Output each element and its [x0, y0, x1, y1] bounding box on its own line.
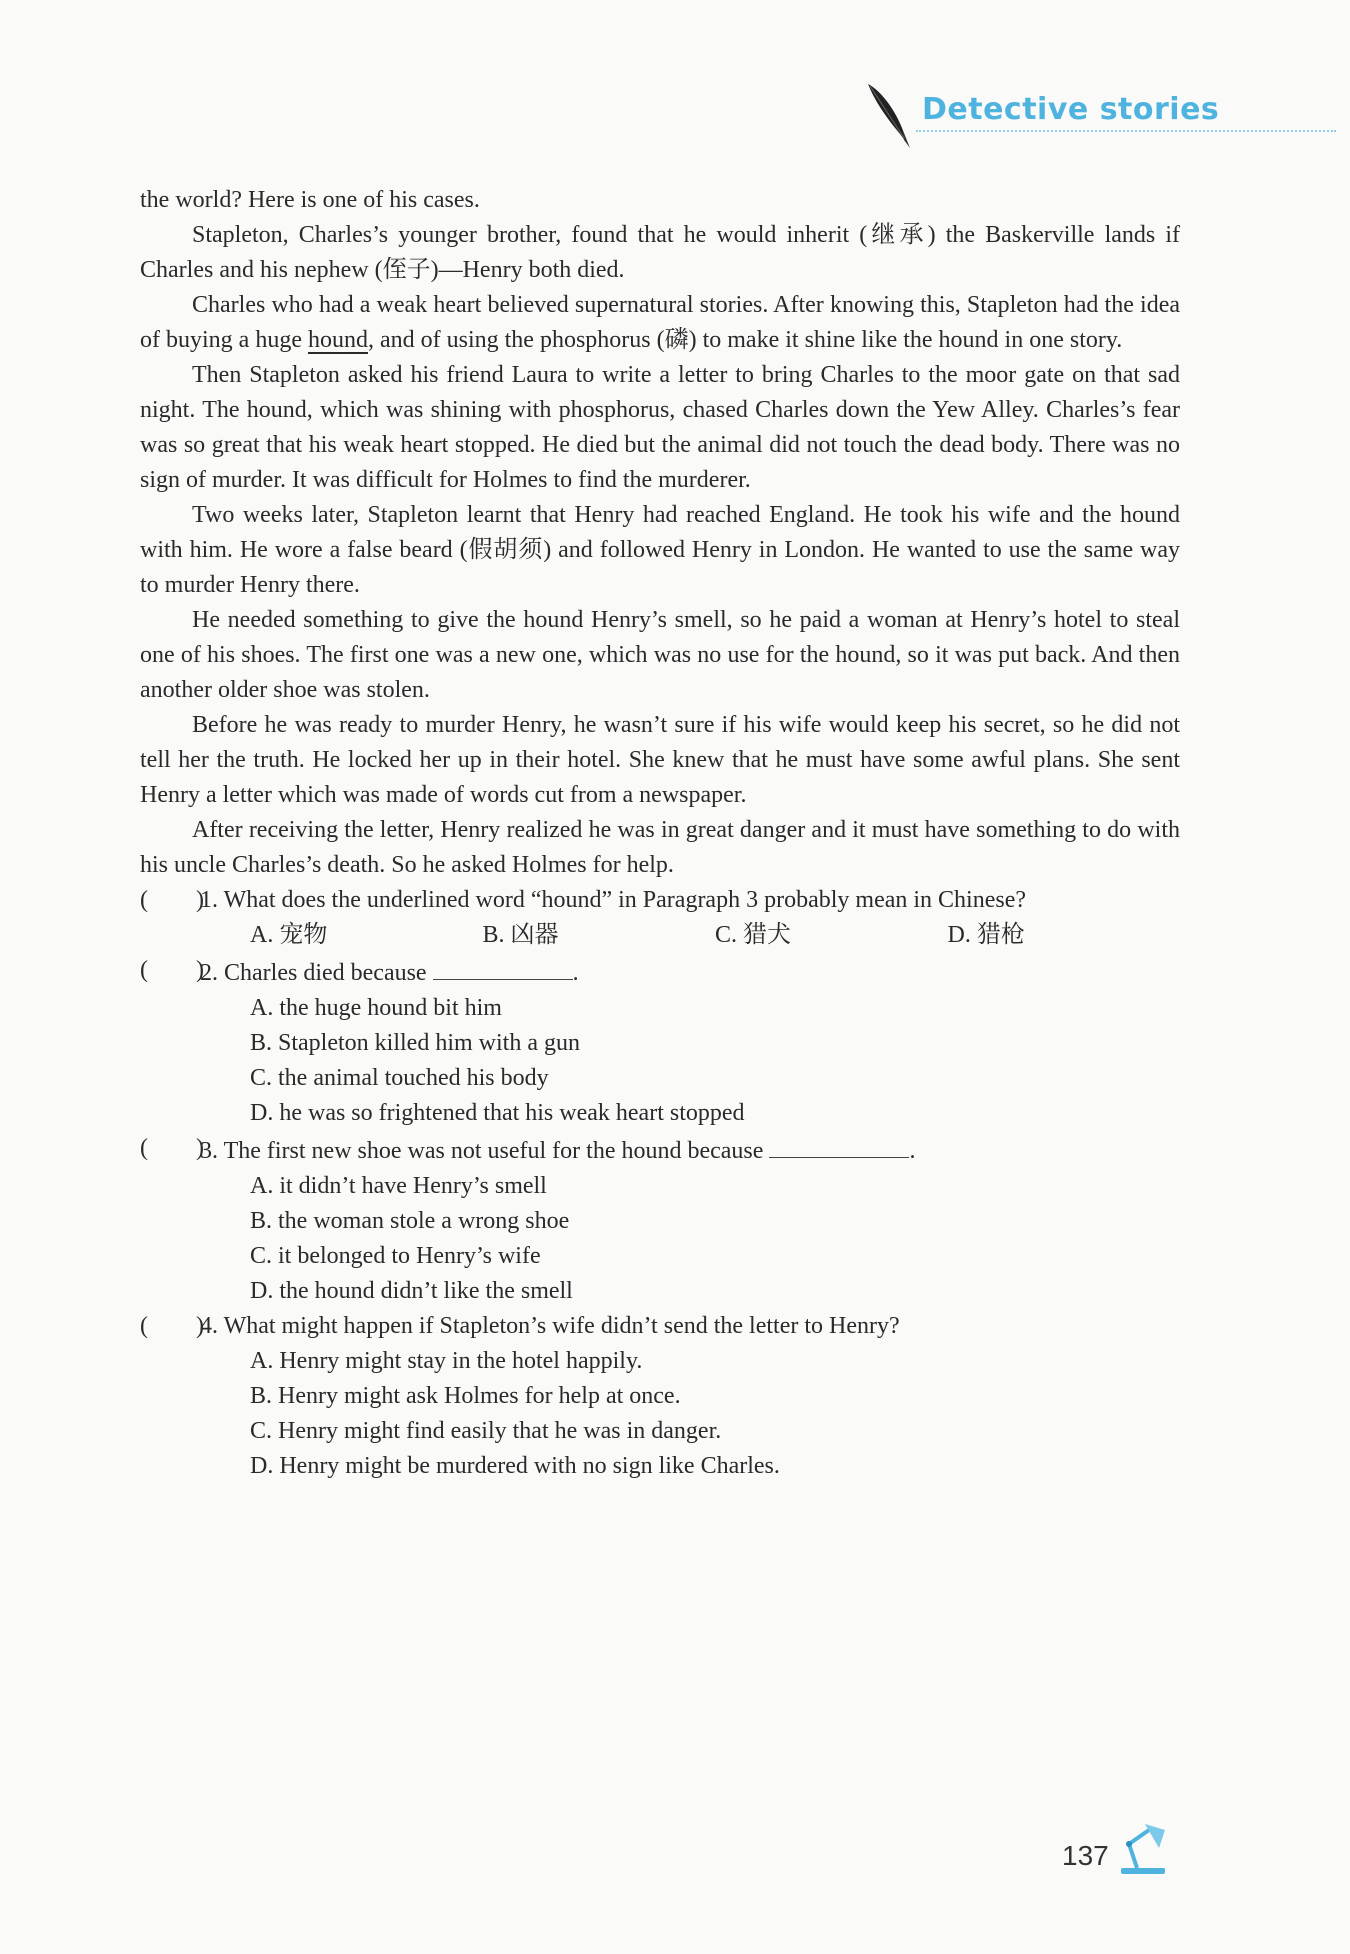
- answer-option[interactable]: A. Henry might stay in the hotel happily.: [250, 1348, 643, 1374]
- question-stem: 4. What might happen if Stapleton’s wife didn’t send the letter to Henry?: [200, 1313, 900, 1339]
- underlined-word: hound: [307, 327, 368, 353]
- section-title: Detective stories: [922, 92, 1220, 127]
- option-list: [140, 991, 1180, 1131]
- answer-option[interactable]: C. it belonged to Henry’s wife: [250, 1243, 541, 1269]
- quill-pen-icon: [860, 82, 920, 152]
- page-number: 137: [1062, 1840, 1109, 1871]
- passage-paragraph: Before he was ready to murder Henry, he wasn’t sure if his wife would keep his secret, so he did not tell her the truth. He locked her up in their hotel. She knew that he must have some awful plans. She sent Henry a letter which was made of words cut from a newspaper.: [140, 712, 1180, 808]
- answer-option[interactable]: C. 猎犬: [715, 922, 792, 948]
- fill-blank[interactable]: [769, 1131, 909, 1158]
- answer-option[interactable]: D. 猎枪: [947, 922, 1025, 948]
- answer-bracket[interactable]: ( ): [140, 1135, 204, 1161]
- answer-option[interactable]: B. 凶器: [482, 922, 559, 948]
- reading-passage: [140, 183, 1180, 1484]
- answer-option[interactable]: B. the woman stole a wrong shoe: [250, 1208, 570, 1234]
- answer-bracket[interactable]: ( ): [140, 887, 204, 913]
- question-stem: 3. The first new shoe was not useful for the hound because .: [200, 1131, 1180, 1169]
- question-item: [140, 1131, 1180, 1309]
- passage-paragraph: the world? Here is one of his cases.: [140, 187, 480, 213]
- answer-option[interactable]: D. he was so frightened that his weak heart stopped: [250, 1100, 745, 1126]
- passage-paragraph: Charles who had a weak heart believed supernatural stories. After knowing this, Stapleton had the idea of buying a huge hound, and of using the phosphorus (磷) to make it shine like the hound in one story.: [140, 292, 1180, 353]
- question-stem: 1. What does the underlined word “hound” in Paragraph 3 probably mean in Chinese?: [200, 887, 1027, 913]
- answer-option[interactable]: B. Stapleton killed him with a gun: [250, 1030, 580, 1056]
- section-header: [860, 78, 1340, 148]
- passage-paragraph: He needed something to give the hound Henry’s smell, so he paid a woman at Henry’s hotel to steal one of his shoes. The first one was a new one, which was no use for the hound, so it was put back. And then another older shoe was stolen.: [140, 607, 1180, 703]
- header-divider: [916, 130, 1336, 132]
- passage-paragraph: Then Stapleton asked his friend Laura to write a letter to bring Charles to the moor gate on that sad night. The hound, which was shining with phosphorus, chased Charles down the Yew Alley. Charles’s fear was so great that his weak heart stopped. He died but the animal did not touch the dead body. There was no sign of murder. It was difficult for Holmes to find the murderer.: [140, 362, 1180, 493]
- answer-option[interactable]: D. the hound didn’t like the smell: [250, 1278, 573, 1304]
- option-list: [140, 918, 1180, 953]
- passage-paragraphs: [140, 183, 1180, 883]
- passage-paragraph: After receiving the letter, Henry realized he was in great danger and it must have something to do with his uncle Charles’s death. So he asked Holmes for help.: [140, 817, 1180, 878]
- answer-bracket[interactable]: ( ): [140, 1313, 204, 1339]
- question-list: [140, 883, 1180, 1484]
- answer-bracket[interactable]: ( ): [140, 957, 204, 983]
- answer-option[interactable]: D. Henry might be murdered with no sign like Charles.: [250, 1453, 780, 1479]
- question-stem: 2. Charles died because .: [200, 953, 1180, 991]
- answer-option[interactable]: A. the huge hound bit him: [250, 995, 502, 1021]
- answer-option[interactable]: A. it didn’t have Henry’s smell: [250, 1173, 547, 1199]
- answer-option[interactable]: C. the animal touched his body: [250, 1065, 549, 1091]
- passage-paragraph: Two weeks later, Stapleton learnt that Henry had reached England. He took his wife and the hound with him. He wore a false beard (假胡须) and followed Henry in London. He wanted to use the same way to murder Henry there.: [140, 502, 1180, 598]
- answer-option[interactable]: B. Henry might ask Holmes for help at once.: [250, 1383, 681, 1409]
- answer-option[interactable]: A. 宠物: [250, 922, 328, 948]
- desk-lamp-icon: [1115, 1818, 1175, 1878]
- question-item: [140, 953, 1180, 1131]
- option-list: [140, 1344, 1180, 1484]
- question-item: [140, 883, 1180, 953]
- fill-blank[interactable]: [433, 953, 573, 980]
- passage-paragraph: Stapleton, Charles’s younger brother, found that he would inherit (继承) the Baskerville lands if Charles and his nephew (侄子)—Henry both died.: [140, 222, 1180, 283]
- question-item: [140, 1309, 1180, 1484]
- answer-option[interactable]: C. Henry might find easily that he was in danger.: [250, 1418, 722, 1444]
- option-list: [140, 1169, 1180, 1309]
